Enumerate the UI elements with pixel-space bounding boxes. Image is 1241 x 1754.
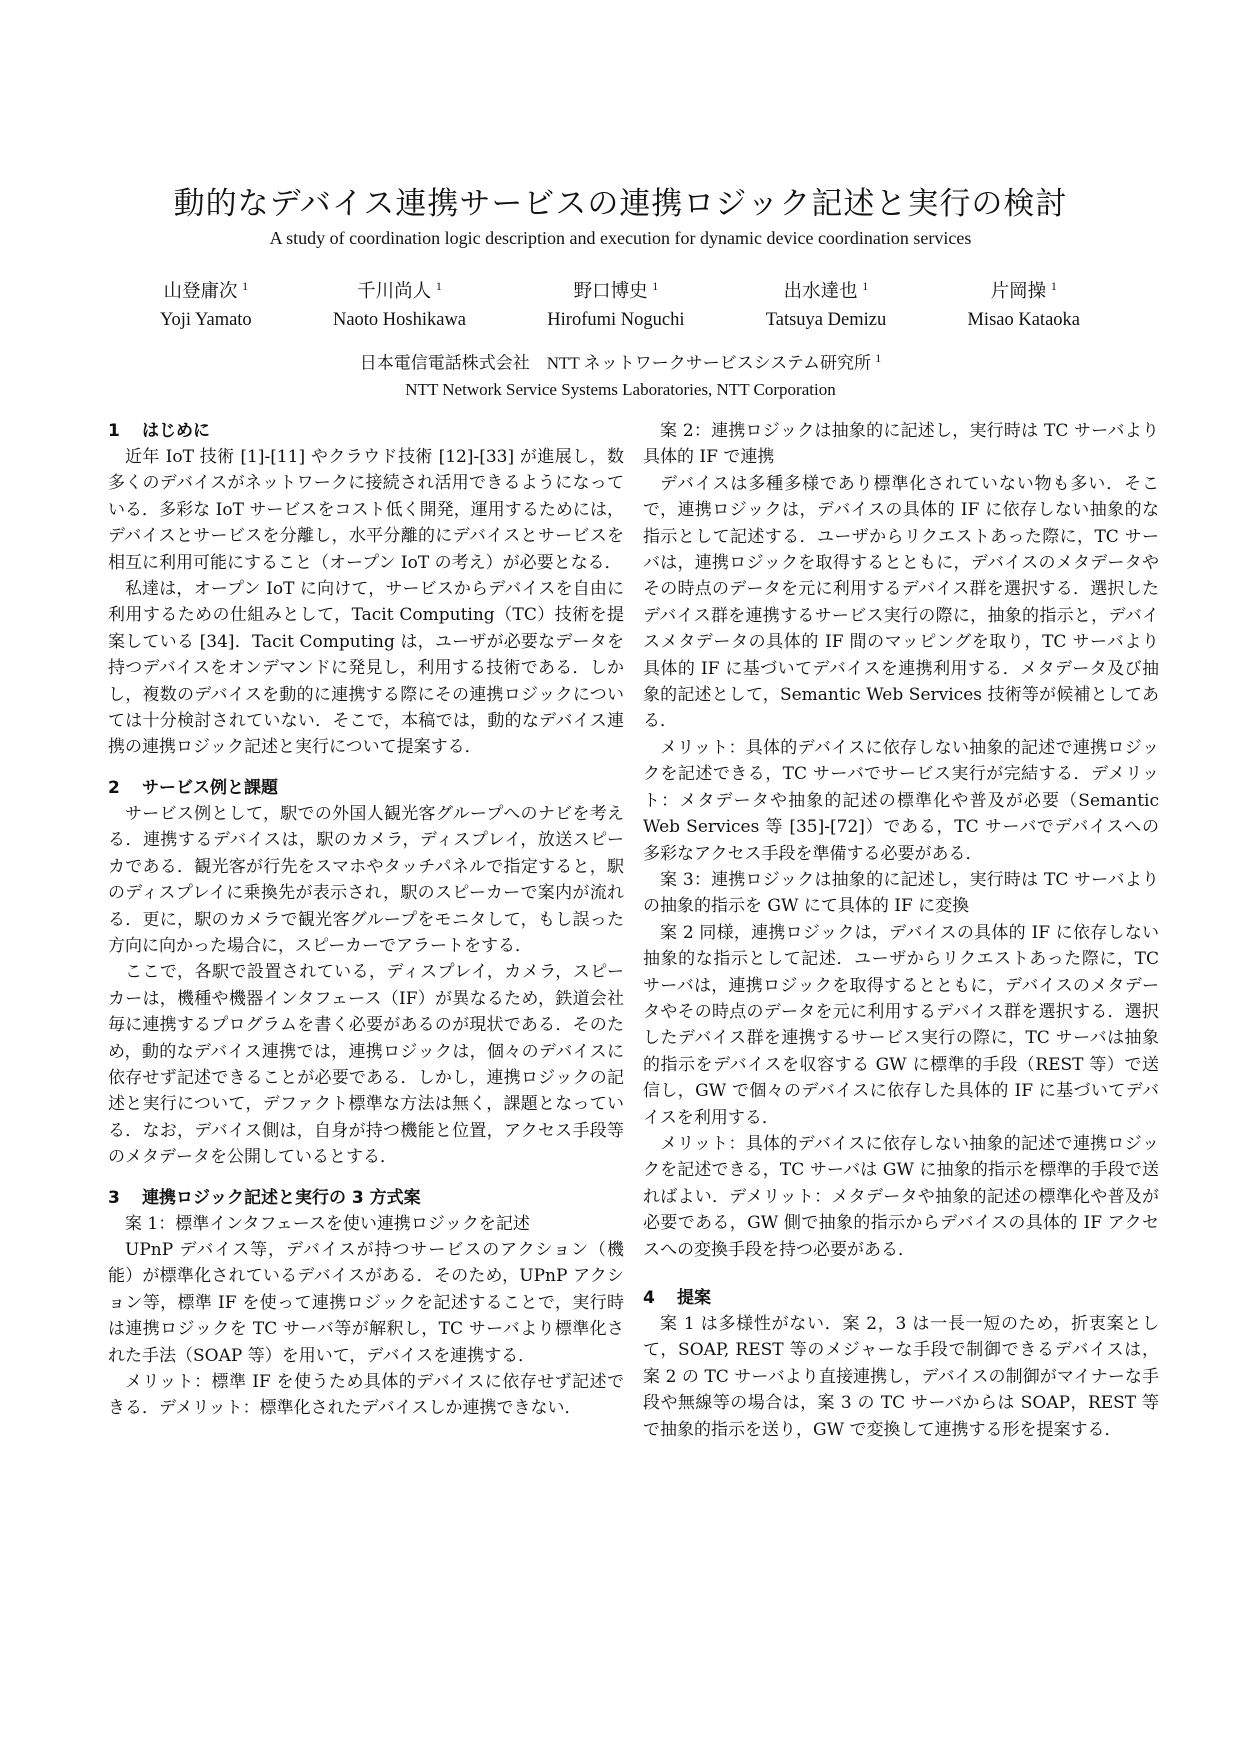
paragraph: 近年 IoT 技術 [1]-[11] やクラウド技術 [12]-[33] が進展し，数多くのデバイスがネットワークに接続され活用できるようになっている．多彩な IoT サービスをコスト低く開発，運用するためには，デバイスとサービスを分離し，水平分離的にデバイスとサービスを相互に利用可能にすること（オープン IoT の考え）が必要となる． [108, 447, 624, 573]
paragraph: メリット：具体的デバイスに依存しない抽象的記述で連携ロジックを記述できる，TC サーバは GW に抽象的指示を標準的手段で送ればよい．デメリット：メタデータや抽象的記述の標準化や普及が必要である，GW 側で抽象的指示からデバイスの具体的 IF アクセスへの変換手段を持つ必要がある． [643, 1133, 1159, 1260]
section-heading [108, 1185, 624, 1211]
affiliation-ja: 日本電信電話株式会社 NTT ネットワークサービスシステム研究所 [359, 353, 872, 373]
author [547, 272, 684, 334]
paragraph: 私達は，オープン IoT に向けて，サービスからデバイスを自由に利用するための仕組みとして，Tacit Computing（TC）技術を提案している [34]．Tacit Computing は，ユーザが必要なデータを持つデバイスをオンデマンドに発見し，利用する技術である．しかし，複数のデバイスを動的に連携する際にその連携ロジックについては十分検討されていない．そこで，本稿では，動的なデバイス連携の連携ロジック記述と実行について提案する． [108, 579, 624, 758]
author [967, 272, 1080, 334]
case-title: 案 1：標準インタフェースを使い連携ロジックを記述 [125, 1213, 530, 1234]
paragraph: サービス例として，駅での外国人観光客グループへのナビを考える．連携するデバイスは，駅のカメラ，ディスプレイ，放送スピーカである．観光客が行先をスマホやタッチパネルで指定すると，駅のディスプレイに乗換先が表示され，駅のスピーカーで案内が流れる．更に，駅のカメラで観光客グループをモニタして，もし誤った方向に向かった場合に，スピーカーでアラートをする． [108, 803, 624, 956]
author [160, 272, 252, 334]
affiliation-mark: 1 [1050, 279, 1057, 293]
section-title: 提案 [677, 1288, 711, 1308]
section-title: はじめに [142, 421, 210, 441]
author-name-en: Yoji Yamato [160, 310, 252, 331]
author-name-en: Tatsuya Demizu [765, 310, 887, 331]
left-column [108, 418, 624, 1422]
author-name-ja: 出水達也 [783, 282, 858, 303]
author [766, 272, 886, 334]
affiliation [0, 345, 1241, 403]
author-name-ja: 野口博史 [573, 282, 648, 303]
affiliation-mark: 1 [435, 279, 442, 293]
paragraph: デバイスは多種多様であり標準化されていない物も多い．そこで，連携ロジックは，デバイスの具体的 IF に依存しない抽象的な指示として記述する．ユーザからリクエストあった際に，TC サーバは，連携ロジックを取得するとともに，デバイスのメタデータやその時点のデータを元に利用するデバイス群を選択する．選択したデバイス群を連携するサービス実行の際に，抽象的指示と，デバイスメタデータの具体的 IF 間のマッピングを取り，TC サーバより具体的 IF に基づいてデバイスを連携利用する．メタデータ及び抽象的記述として，Semantic Web Services 技術等が候補としてある． [643, 473, 1159, 732]
affiliation-mark: 1 [242, 279, 249, 293]
affiliation-mark: 1 [652, 279, 659, 293]
paragraph: メリット：具体的デバイスに依存しない抽象的記述で連携ロジックを記述できる，TC サーバでサービス実行が完結する．デメリット：メタデータや抽象的記述の標準化や普及が必要（Semantic Web Services 等 [35]-[72]）である，TC サーバでデバイスへの多彩なアクセス手段を準備する必要がある． [643, 737, 1159, 864]
paragraph: メリット：標準 IF を使うため具体的デバイスに依存せず記述できる．デメリット：標準化されたデバイスしか連携できない． [108, 1372, 624, 1419]
paragraph: 案 1 は多様性がない．案 2，3 は一長一短のため，折衷案として，SOAP, REST 等のメジャーな手段で制御できるデバイスは，案 2 の TC サーバより直接連携し，デバイスの制御がマイナーな手段や無線等の場合は，案 3 の TC サーバからは SOAP，REST 等で抽象的指示を送り，GW で変換して連携する形を提案する． [643, 1314, 1159, 1440]
section-number: 4 [643, 1288, 655, 1308]
author-name-ja: 片岡操 [990, 282, 1047, 303]
paragraph: ここで，各駅で設置されている，ディスプレイ，カメラ，スピーカーは，機種や機器インタフェース（IF）が異なるため，鉄道会社毎に連携するプログラムを書く必要があるのが現状である．そのため，動的なデバイス連携では，連携ロジックは，個々のデバイスに依存せず記述できることが必要である．しかし，連携ロジックの記述と実行について，デファクト標準な方法は無く，課題となっている．なお，デバイス側は，自身が持つ機能と位置，アクセス手段等のメタデータを公開しているとする． [108, 962, 624, 1168]
section-heading [108, 418, 624, 444]
section-title: 連携ロジック記述と実行の 3 方式案 [142, 1187, 421, 1208]
section-number: 1 [108, 421, 120, 441]
paragraph: UPnP デバイス等，デバイスが持つサービスのアクション（機能）が標準化されているデバイスがある．そのため，UPnP アクション等，標準 IF を使って連携ロジックを記述することで，実行時は連携ロジックを TC サーバ等が解釈し，TC サーバより標準化された手法（SOAP 等）を用いて，デバイスを連携する． [108, 1239, 624, 1366]
section-heading [643, 1285, 1159, 1311]
author-name-ja: 千川尚人 [357, 282, 432, 303]
paper-title: 動的なデバイス連携サービスの連携ロジック記述と実行の検討 [173, 186, 1068, 222]
author-list [160, 272, 1080, 334]
author-name-en: Misao Kataoka [967, 310, 1080, 331]
paper-subtitle: A study of coordination logic description and execution for dynamic device coordination services [269, 228, 972, 248]
affiliation-en: NTT Network Service Systems Laboratories, NTT Corporation [405, 379, 836, 399]
author-name-en: Naoto Hoshikawa [332, 310, 467, 331]
author-name-ja: 山登庸次 [163, 282, 238, 303]
section-title: サービス例と課題 [142, 777, 278, 798]
section-heading [108, 775, 624, 801]
section-number: 2 [108, 777, 120, 798]
affiliation-mark: 1 [862, 279, 869, 293]
right-column [643, 418, 1159, 1443]
paragraph: 案 2 同様，連携ロジックは，デバイスの具体的 IF に依存しない抽象的な指示として記述．ユーザからリクエストあった際に，TC サーバは，連携ロジックを取得するとともに，デバイスのメタデータやその時点のデータを元に利用するデバイス群を選択する．選択したデバイス群を連携するサービス実行の際に，TC サーバは抽象的指示をデバイスを収容する GW に標準的手段（REST 等）で送信し，GW で個々のデバイスに依存した具体的 IF に基づいてデバイスを利用する． [643, 922, 1159, 1128]
author [333, 272, 466, 334]
section-number: 3 [108, 1187, 120, 1208]
affiliation-mark: 1 [875, 351, 882, 365]
case-title: 案 3：連携ロジックは抽象的に記述し，実行時は TC サーバよりの抽象的指示を GW にて具体的 IF に変換 [643, 869, 1159, 917]
case-title: 案 2：連携ロジックは抽象的に記述し，実行時は TC サーバより具体的 IF で連携 [643, 421, 1159, 468]
author-name-en: Hirofumi Noguchi [547, 310, 685, 331]
